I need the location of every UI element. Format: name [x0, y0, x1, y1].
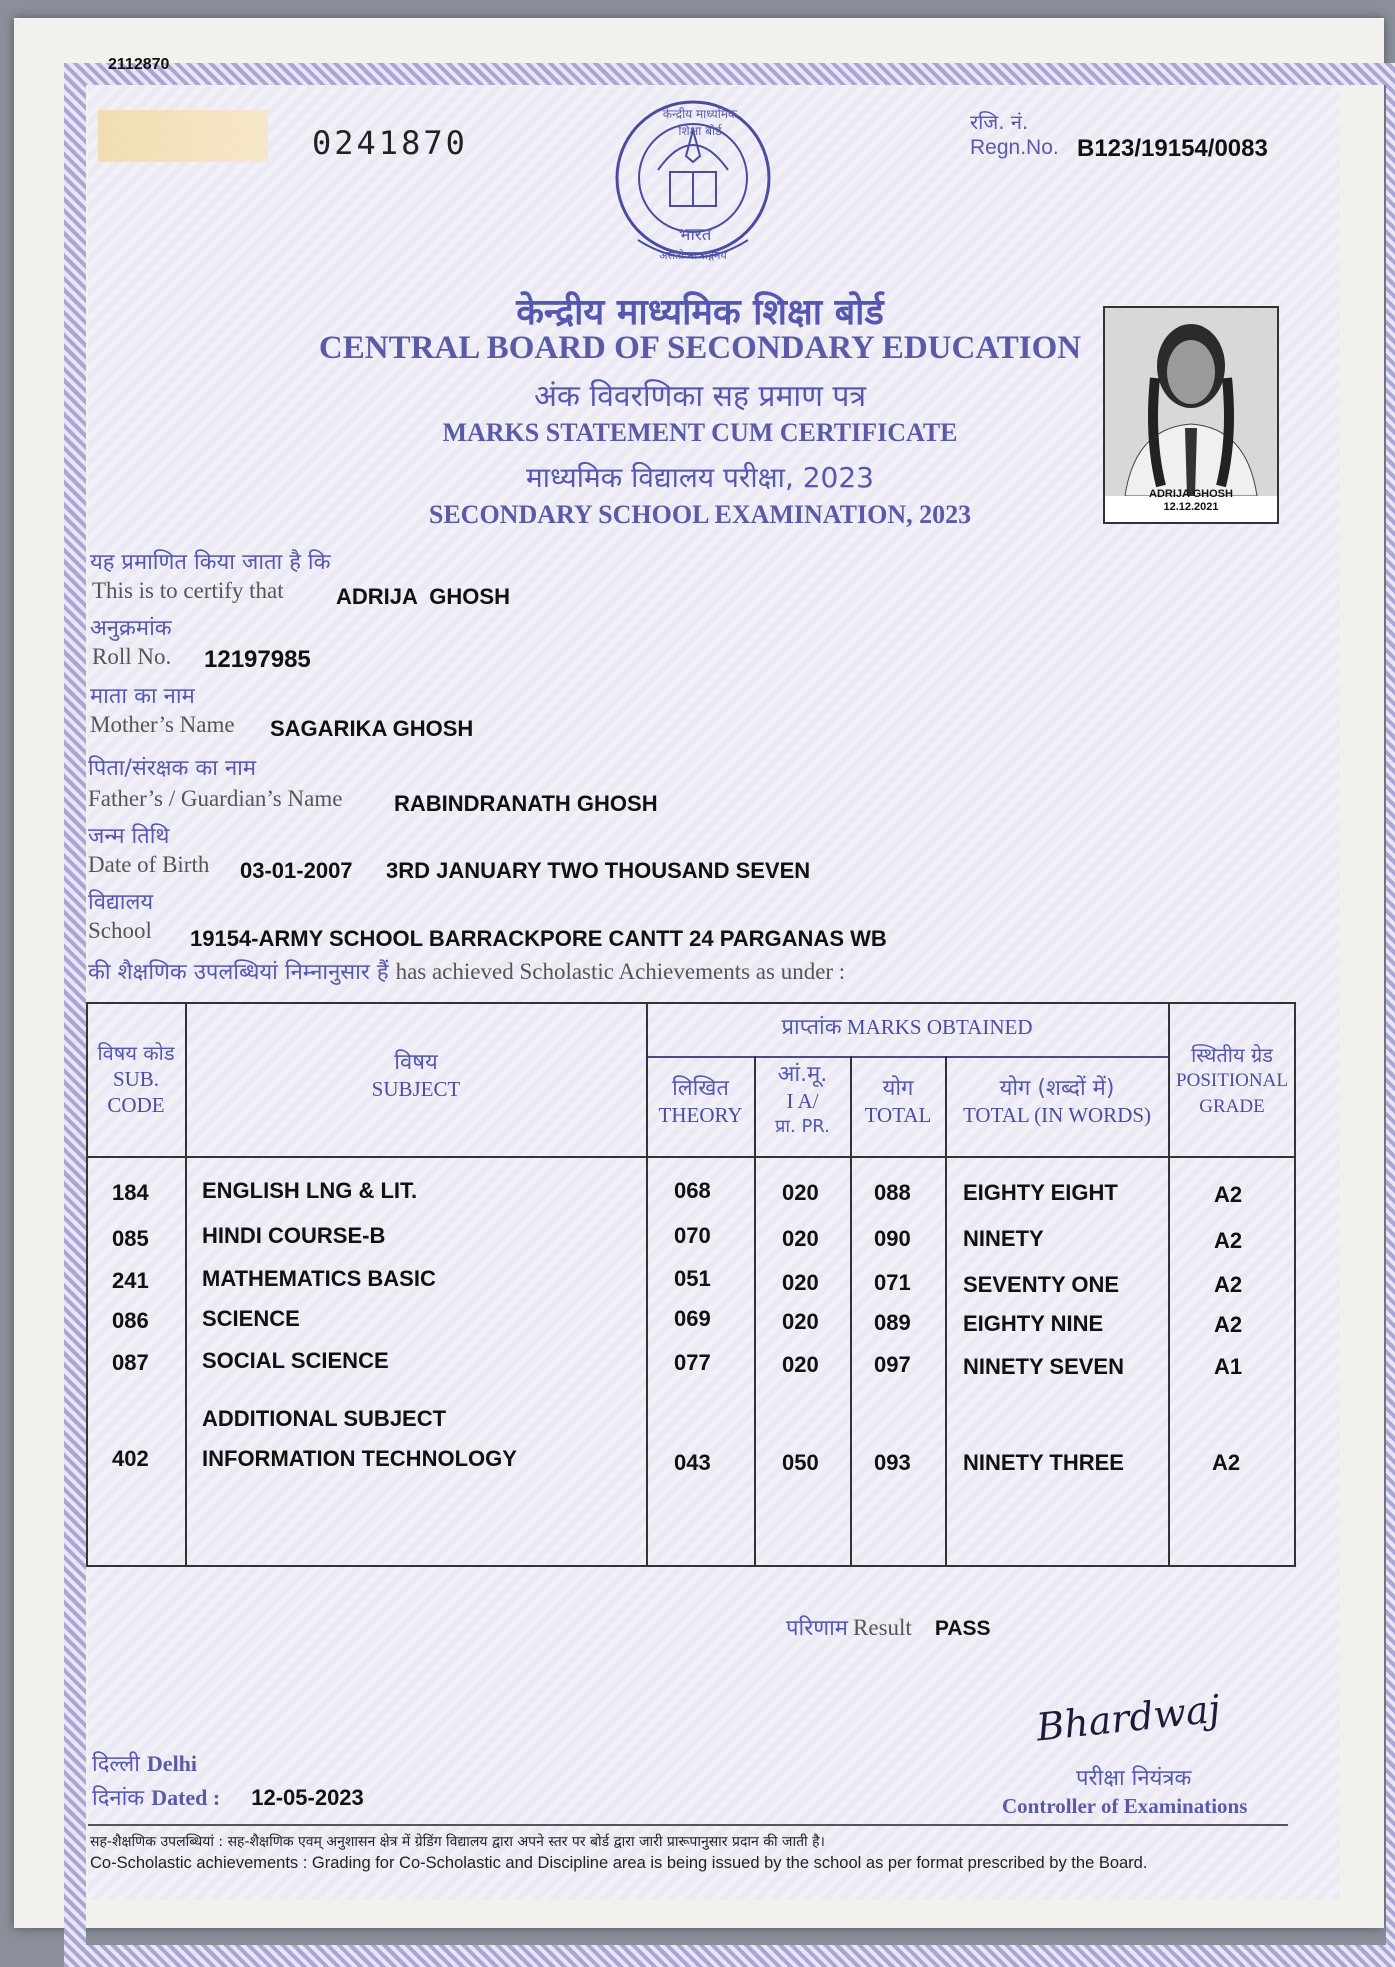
row-1-subject: ENGLISH LNG & LIT.: [202, 1178, 418, 1203]
row-6-theory: 043: [674, 1450, 711, 1475]
table-header-divider: [86, 1156, 1296, 1158]
row-5-total: 097: [874, 1352, 911, 1377]
row-2-theory: 070: [674, 1223, 711, 1248]
additional-label: ADDITIONAL SUBJECT: [202, 1406, 447, 1431]
row-3-grade: A2: [1214, 1272, 1243, 1297]
header-grade-hi: स्थितीय ग्रेड: [1191, 1043, 1273, 1067]
row-5-code: 087: [112, 1350, 149, 1375]
row-3-code: 241: [112, 1268, 149, 1293]
result-en: Result: [853, 1615, 912, 1640]
row-2-subject: HINDI COURSE-B: [202, 1223, 386, 1248]
dob-hi: जन्म तिथि: [88, 824, 170, 849]
row-6-code: 402: [112, 1446, 149, 1471]
mother-hi: माता का नाम: [90, 684, 195, 709]
header-marks-en: MARKS OBTAINED: [846, 1015, 1033, 1039]
roll-value: 12197985: [204, 646, 311, 673]
footer-hi: सह-शैक्षणिक उपलब्धियां : सह-शैक्षणिक एवम् अनुशासन क्षेत्र में ग्रेडिंग विद्यालय द्वारा अपने स्तर पर बोर्ड द्वारा जारी प्रारूपानुसार प्रदान की जाती है।: [90, 1834, 825, 1850]
place-en: Delhi: [146, 1751, 198, 1776]
certificate-number: 0241870: [312, 124, 468, 162]
row-4-ia: 020: [782, 1309, 819, 1334]
header-total-hi: योग: [882, 1076, 914, 1101]
row-5-ia: 020: [782, 1352, 819, 1377]
header-grade-en1: POSITIONAL: [1176, 1070, 1288, 1091]
header-code-en1: SUB.: [112, 1067, 160, 1091]
result-line: [786, 1612, 991, 1642]
row-2-words: NINETY: [963, 1226, 1044, 1251]
header-theory: [648, 1076, 753, 1128]
row-6-ia: 050: [782, 1450, 819, 1475]
row-3-words: SEVENTY ONE: [963, 1272, 1120, 1297]
dob-en: Date of Birth: [88, 852, 210, 877]
row-2-grade: A2: [1214, 1228, 1243, 1253]
school-hi: विद्यालय: [88, 890, 154, 915]
row-3-ia: 020: [782, 1270, 819, 1295]
controller-hi: परीक्षा नियंत्रक: [1076, 1766, 1192, 1791]
school-en: School: [88, 918, 152, 943]
roll-hi: अनुक्रमांक: [90, 616, 172, 641]
header-marks-hi: प्राप्तांक: [781, 1015, 842, 1040]
serial-number: 2112870: [108, 56, 170, 73]
dated-value: 12-05-2023: [251, 1785, 364, 1810]
regn-value: B123/19154/0083: [1077, 135, 1268, 162]
header-ia-pr: प्रा. PR.: [775, 1116, 830, 1137]
row-2-code: 085: [112, 1226, 149, 1251]
dob-words: 3RD JANUARY TWO THOUSAND SEVEN: [386, 858, 811, 883]
achieved-hi: की शैक्षणिक उपलब्धियां निम्नानुसार हैं: [88, 960, 389, 985]
place-hi: दिल्ली: [92, 1752, 140, 1777]
row-4-words: EIGHTY NINE: [963, 1311, 1104, 1336]
place-line: [92, 1748, 197, 1778]
hologram-strip: [98, 110, 268, 162]
footer-divider: [88, 1824, 1288, 1826]
father-value: RABINDRANATH GHOSH: [394, 791, 658, 816]
row-4-total: 089: [874, 1310, 911, 1335]
exam-hi: माध्यमिक विद्यालय परीक्षा, 2023: [526, 461, 874, 494]
header-grade: [1170, 1042, 1294, 1120]
row-2-ia: 020: [782, 1226, 819, 1251]
header-words-hi: योग (शब्दों में): [999, 1076, 1115, 1101]
row-1-words: EIGHTY EIGHT: [963, 1180, 1118, 1205]
header-theory-en: THEORY: [658, 1103, 743, 1127]
title-en: MARKS STATEMENT CUM CERTIFICATE: [442, 418, 958, 447]
header-words: [947, 1076, 1167, 1128]
photo-caption-date: 12.12.2021: [1163, 501, 1219, 513]
col-divider-4: [850, 1056, 852, 1567]
header-words-en: TOTAL (IN WORDS): [962, 1103, 1152, 1127]
row-5-grade: A1: [1214, 1354, 1243, 1379]
achieved-line: [88, 956, 845, 986]
header-ia-hi: आं.मू.: [777, 1062, 828, 1087]
result-value: PASS: [934, 1617, 991, 1640]
header-marks: [648, 1014, 1166, 1041]
school-value: 19154-ARMY SCHOOL BARRACKPORE CANTT 24 PARGANAS WB: [190, 926, 887, 951]
row-3-subject: MATHEMATICS BASIC: [202, 1266, 436, 1291]
header-theory-hi: लिखित: [672, 1076, 729, 1101]
header-subject-hi: विषय: [394, 1050, 438, 1075]
title-hi: अंक विवरणिका सह प्रमाण पत्र: [533, 379, 867, 414]
father-en: Father’s / Guardian’s Name: [88, 786, 343, 811]
certify-en: This is to certify that: [92, 578, 284, 603]
row-4-code: 086: [112, 1308, 149, 1333]
result-hi: परिणाम: [786, 1616, 848, 1641]
header-code: [88, 1040, 184, 1118]
header-code-hi: विषय कोड: [97, 1041, 175, 1065]
row-4-subject: SCIENCE: [202, 1306, 300, 1331]
row-3-total: 071: [874, 1270, 911, 1295]
header-total: [852, 1076, 944, 1128]
row-2-total: 090: [874, 1226, 911, 1251]
roll-en: Roll No.: [92, 644, 172, 669]
student-name: ADRIJA GHOSH: [336, 584, 510, 609]
row-1-ia: 020: [782, 1180, 819, 1205]
student-photo: [1103, 306, 1279, 524]
controller-en: Controller of Examinations: [1002, 1794, 1248, 1818]
dob-value: 03-01-2007: [240, 858, 353, 883]
regn-label: Regn.No.: [970, 136, 1059, 159]
exam-en: SECONDARY SCHOOL EXAMINATION, 2023: [428, 500, 972, 529]
seal-text-bottom: भारत: [678, 225, 712, 245]
regn-label-hi: रजि. नं.: [970, 110, 1029, 134]
dated-en: Dated :: [151, 1785, 221, 1810]
board-name-hi: केन्द्रीय माध्यमिक शिक्षा बोर्ड: [516, 292, 884, 333]
signature: Bhardwaj: [1034, 1686, 1223, 1750]
dated-line: [92, 1782, 364, 1812]
achieved-en: has achieved Scholastic Achievements as under :: [395, 959, 846, 984]
mother-value: SAGARIKA GHOSH: [270, 716, 474, 741]
row-6-grade: A2: [1212, 1450, 1241, 1475]
father-hi: पिता/संरक्षक का नाम: [88, 756, 257, 781]
seal-motto: असतो मा सद्गमय: [659, 249, 727, 262]
footer-en: Co-Scholastic achievements : Grading for Co-Scholastic and Discipline area is being issued by the school as per format prescribed by the Board.: [90, 1854, 1148, 1872]
board-name-en: CENTRAL BOARD OF SECONDARY EDUCATION: [318, 330, 1082, 366]
header-grade-en2: GRADE: [1199, 1096, 1265, 1117]
row-1-code: 184: [112, 1180, 149, 1205]
marks-subheader-divider: [646, 1056, 1168, 1058]
certify-hi: यह प्रमाणित किया जाता है कि: [90, 550, 331, 575]
header-code-en2: CODE: [107, 1093, 165, 1117]
row-6-total: 093: [874, 1450, 911, 1475]
row-5-words: NINETY SEVEN: [963, 1354, 1124, 1379]
header-ia: [756, 1062, 849, 1140]
header-subject: [187, 1050, 645, 1102]
header-ia-en: I A/: [786, 1089, 819, 1113]
row-1-total: 088: [874, 1180, 911, 1205]
row-4-theory: 069: [674, 1306, 711, 1331]
row-5-subject: SOCIAL SCIENCE: [202, 1348, 389, 1373]
header-subject-en: SUBJECT: [371, 1077, 461, 1101]
col-divider-5: [945, 1056, 947, 1567]
student-photo-icon: [1105, 308, 1277, 496]
dated-hi: दिनांक: [92, 1786, 145, 1811]
header-total-en: TOTAL: [864, 1103, 932, 1127]
row-1-grade: A2: [1214, 1182, 1243, 1207]
row-6-subject: INFORMATION TECHNOLOGY: [202, 1446, 517, 1471]
seal-text-top: केन्द्रीय माध्यमिक शिक्षा बोर्ड: [662, 107, 738, 138]
photo-caption-name: ADRIJA GHOSH: [1149, 488, 1233, 500]
row-1-theory: 068: [674, 1178, 711, 1203]
row-5-theory: 077: [674, 1350, 711, 1375]
row-4-grade: A2: [1214, 1312, 1243, 1337]
row-3-theory: 051: [674, 1266, 711, 1291]
row-6-words: NINETY THREE: [963, 1450, 1124, 1475]
mother-en: Mother’s Name: [90, 712, 235, 737]
